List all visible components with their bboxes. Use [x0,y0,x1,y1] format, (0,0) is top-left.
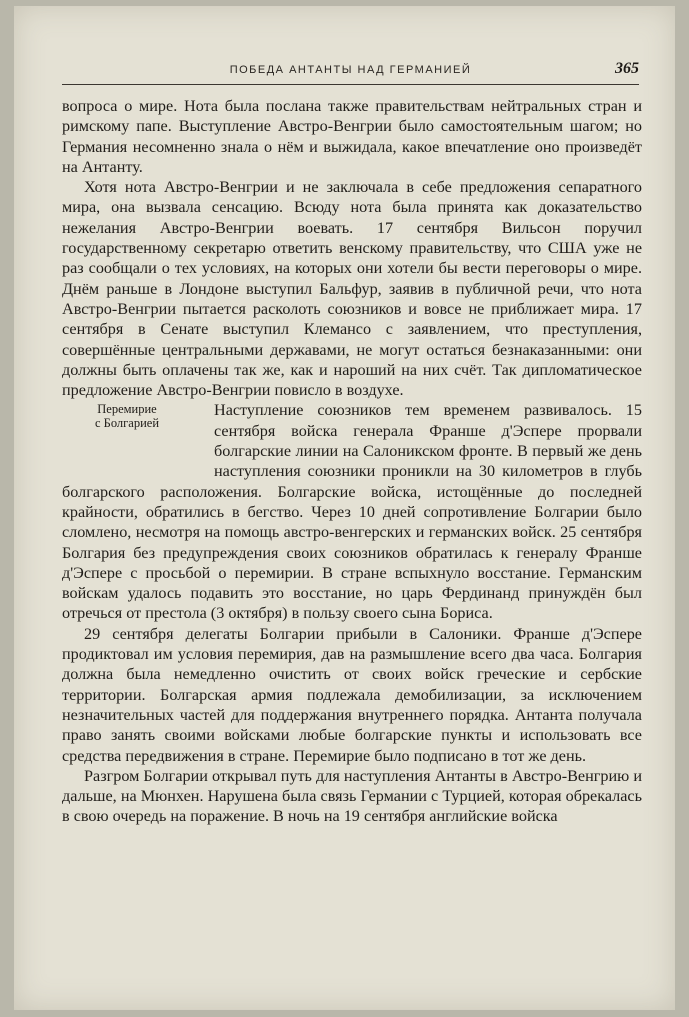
paragraph: Наступление союзников тем временем развивалось. 15 сентября войска генерала Франше д'Эспере прорвали болгарские линии на Салоникском фронте. В первый же день наступления союзники проникли на 30 километров в глубь болгарского расположения. Болгарские войска, истощённые до последней крайности, обратились в бегство. Через 10 дней сопротивление Болгарии было сломлено, несмотря на помощь австро-венгерских и германских войск. 25 сентября Болгария без предупреждения своих союзников обратилась к генералу Франше д'Эспере с просьбой о перемирии. В стране вспыхнуло восстание. Германским войскам удалось подавить это восстание, но царь Фердинанд принуждён был отречься от престола (3 октября) в пользу своего сына Бориса. [62,401,642,623]
paragraph-continued: вопроса о мире. Нота была послана также правительствам нейтральных стран и римскому папе. Выступление Австро-Венгрии было самостоятельным шагом; но Германия несомненно знала о нём и выжидала, какое впечатление оно произведёт на Антанту. [62,97,642,176]
margin-note-line: с Болгарией [94,416,160,431]
paragraph: Разгром Болгарии открывал путь для наступления Антанты в Австро-Венгрию и дальше, на Мюнхен. Нарушена была связь Германии с Турцией, которая обрекалась в свою очередь на поражение. В ночь на 19 сентября английские войска [62,766,642,826]
margin-note [62,400,192,462]
book-page [14,6,675,1010]
body-text [62,96,642,827]
header-rule [62,84,639,85]
margin-note-line: Перемирие [97,402,157,417]
paragraph: Хотя нота Австро-Венгрии и не заключала в себе предложения сепаратного мира, она вызвала сенсацию. Всюду нота была принята как доказательство нежелания Австро-Венгрии воевать. 17 сентября Вильсон поручил государственному секретарю ответить венскому правительству, что США уже не раз сообщали о тех условиях, на которых они хотели бы вести переговоры о мире. Днём раньше в Лондоне выступил Бальфур, заявив в публичной речи, что нота Австро-Венгрии пытается расколоть союзников и вовсе не приближает мира. 17 сентября в Сенате выступил Клемансо с заявлением, что преступления, совершённые центральными державами, не могут остаться безнаказанными: они должны быть оплачены так же, как и нароший на них счёт. Так дипломатическое предложение Австро-Венгрии повисло в воздухе. [62,178,642,400]
paragraph: 29 сентября делегаты Болгарии прибыли в Салоники. Франше д'Эспере продиктовал им условия перемирия, дав на размышление всего два часа. Болгария должна была немедленно очистить от своих войск греческие и сербские территории. Болгарская армия подлежала демобилизации, за исключением незначительных частей для поддержания внутреннего порядка. Антанта получала право занять своими войсками любые болгарские пункты и использовать все средства передвижения в стране. Перемирие было подписано в тот же день. [62,624,642,765]
paragraph-with-margin-note [62,400,642,623]
running-title: ПОБЕДА АНТАНТЫ НАД ГЕРМАНИЕЙ [229,64,472,76]
page-header [62,60,639,82]
page-number: 365 [615,60,639,77]
